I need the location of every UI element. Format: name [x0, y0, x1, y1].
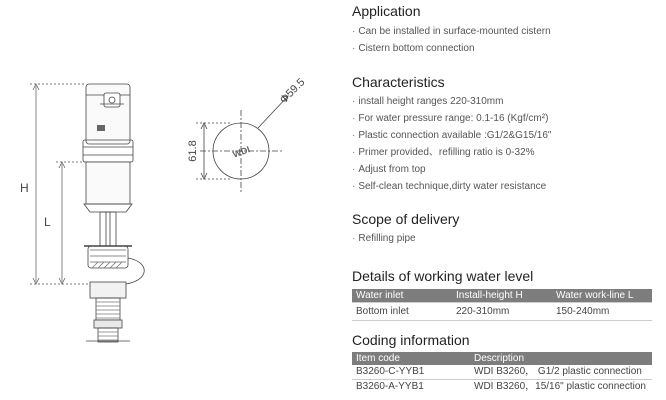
application-list — [352, 23, 551, 57]
list-item: · Self-clean technique,dirty water resistance — [352, 178, 551, 195]
characteristics-title: Characteristics — [352, 74, 445, 90]
dim-h-label: H — [20, 181, 29, 195]
table-header: Water work-line L — [552, 289, 652, 303]
details-title: Details of working water level — [352, 268, 534, 284]
table-row — [352, 303, 652, 321]
table-header: Install-height H — [452, 289, 552, 303]
dim-l-label: L — [44, 215, 51, 229]
table-cell: B3260-C-YYB1 — [352, 365, 470, 380]
table-cell: Bottom inlet — [352, 303, 452, 321]
table-header: Description — [470, 352, 652, 365]
scope-title: Scope of delivery — [352, 211, 460, 227]
list-item: · Plastic connection available :G1/2&G15/16" — [352, 127, 551, 144]
table-cell: 150-240mm — [552, 303, 652, 321]
list-item: · Primer provided、refilling ratio is 0-32% — [352, 144, 551, 161]
characteristics-list — [352, 93, 551, 195]
list-item: · Refilling pipe — [352, 230, 416, 247]
table-cell: WDI B3260， G1/2 plastic connection — [470, 365, 652, 380]
table-header: Item code — [352, 352, 470, 365]
table-row — [352, 365, 652, 380]
dim-height-label: 61.8 — [187, 140, 199, 162]
scope-list — [352, 230, 416, 247]
list-item: · Adjust from top — [352, 161, 551, 178]
valve-body — [86, 162, 130, 204]
valve-stem — [100, 212, 116, 246]
coding-title: Coding information — [352, 332, 470, 348]
coding-table — [352, 352, 652, 394]
list-item: · Can be installed in surface-mounted cistern — [352, 23, 551, 40]
table-row — [352, 380, 652, 395]
table-cell: 220-310mm — [452, 303, 552, 321]
working-level-table — [352, 289, 652, 321]
list-item: · install height ranges 220-310mm — [352, 93, 551, 110]
application-title: Application — [352, 3, 421, 19]
list-item: · For water pressure range: 0.1-16 (Kgf/cm²) — [352, 110, 551, 127]
list-item: · Cistern bottom connection — [352, 40, 551, 57]
dim-diameter-label: Φ59.5 — [277, 76, 308, 107]
table-cell: B3260-A-YYB1 — [356, 381, 424, 392]
spec-panel — [352, 0, 662, 400]
table-header: Water inlet — [352, 289, 452, 303]
table-cell: WDI B3260，15/16" plastic connection — [474, 381, 646, 392]
valve-bottom-nut — [90, 282, 126, 298]
wdi-logo: WDI — [231, 144, 252, 160]
